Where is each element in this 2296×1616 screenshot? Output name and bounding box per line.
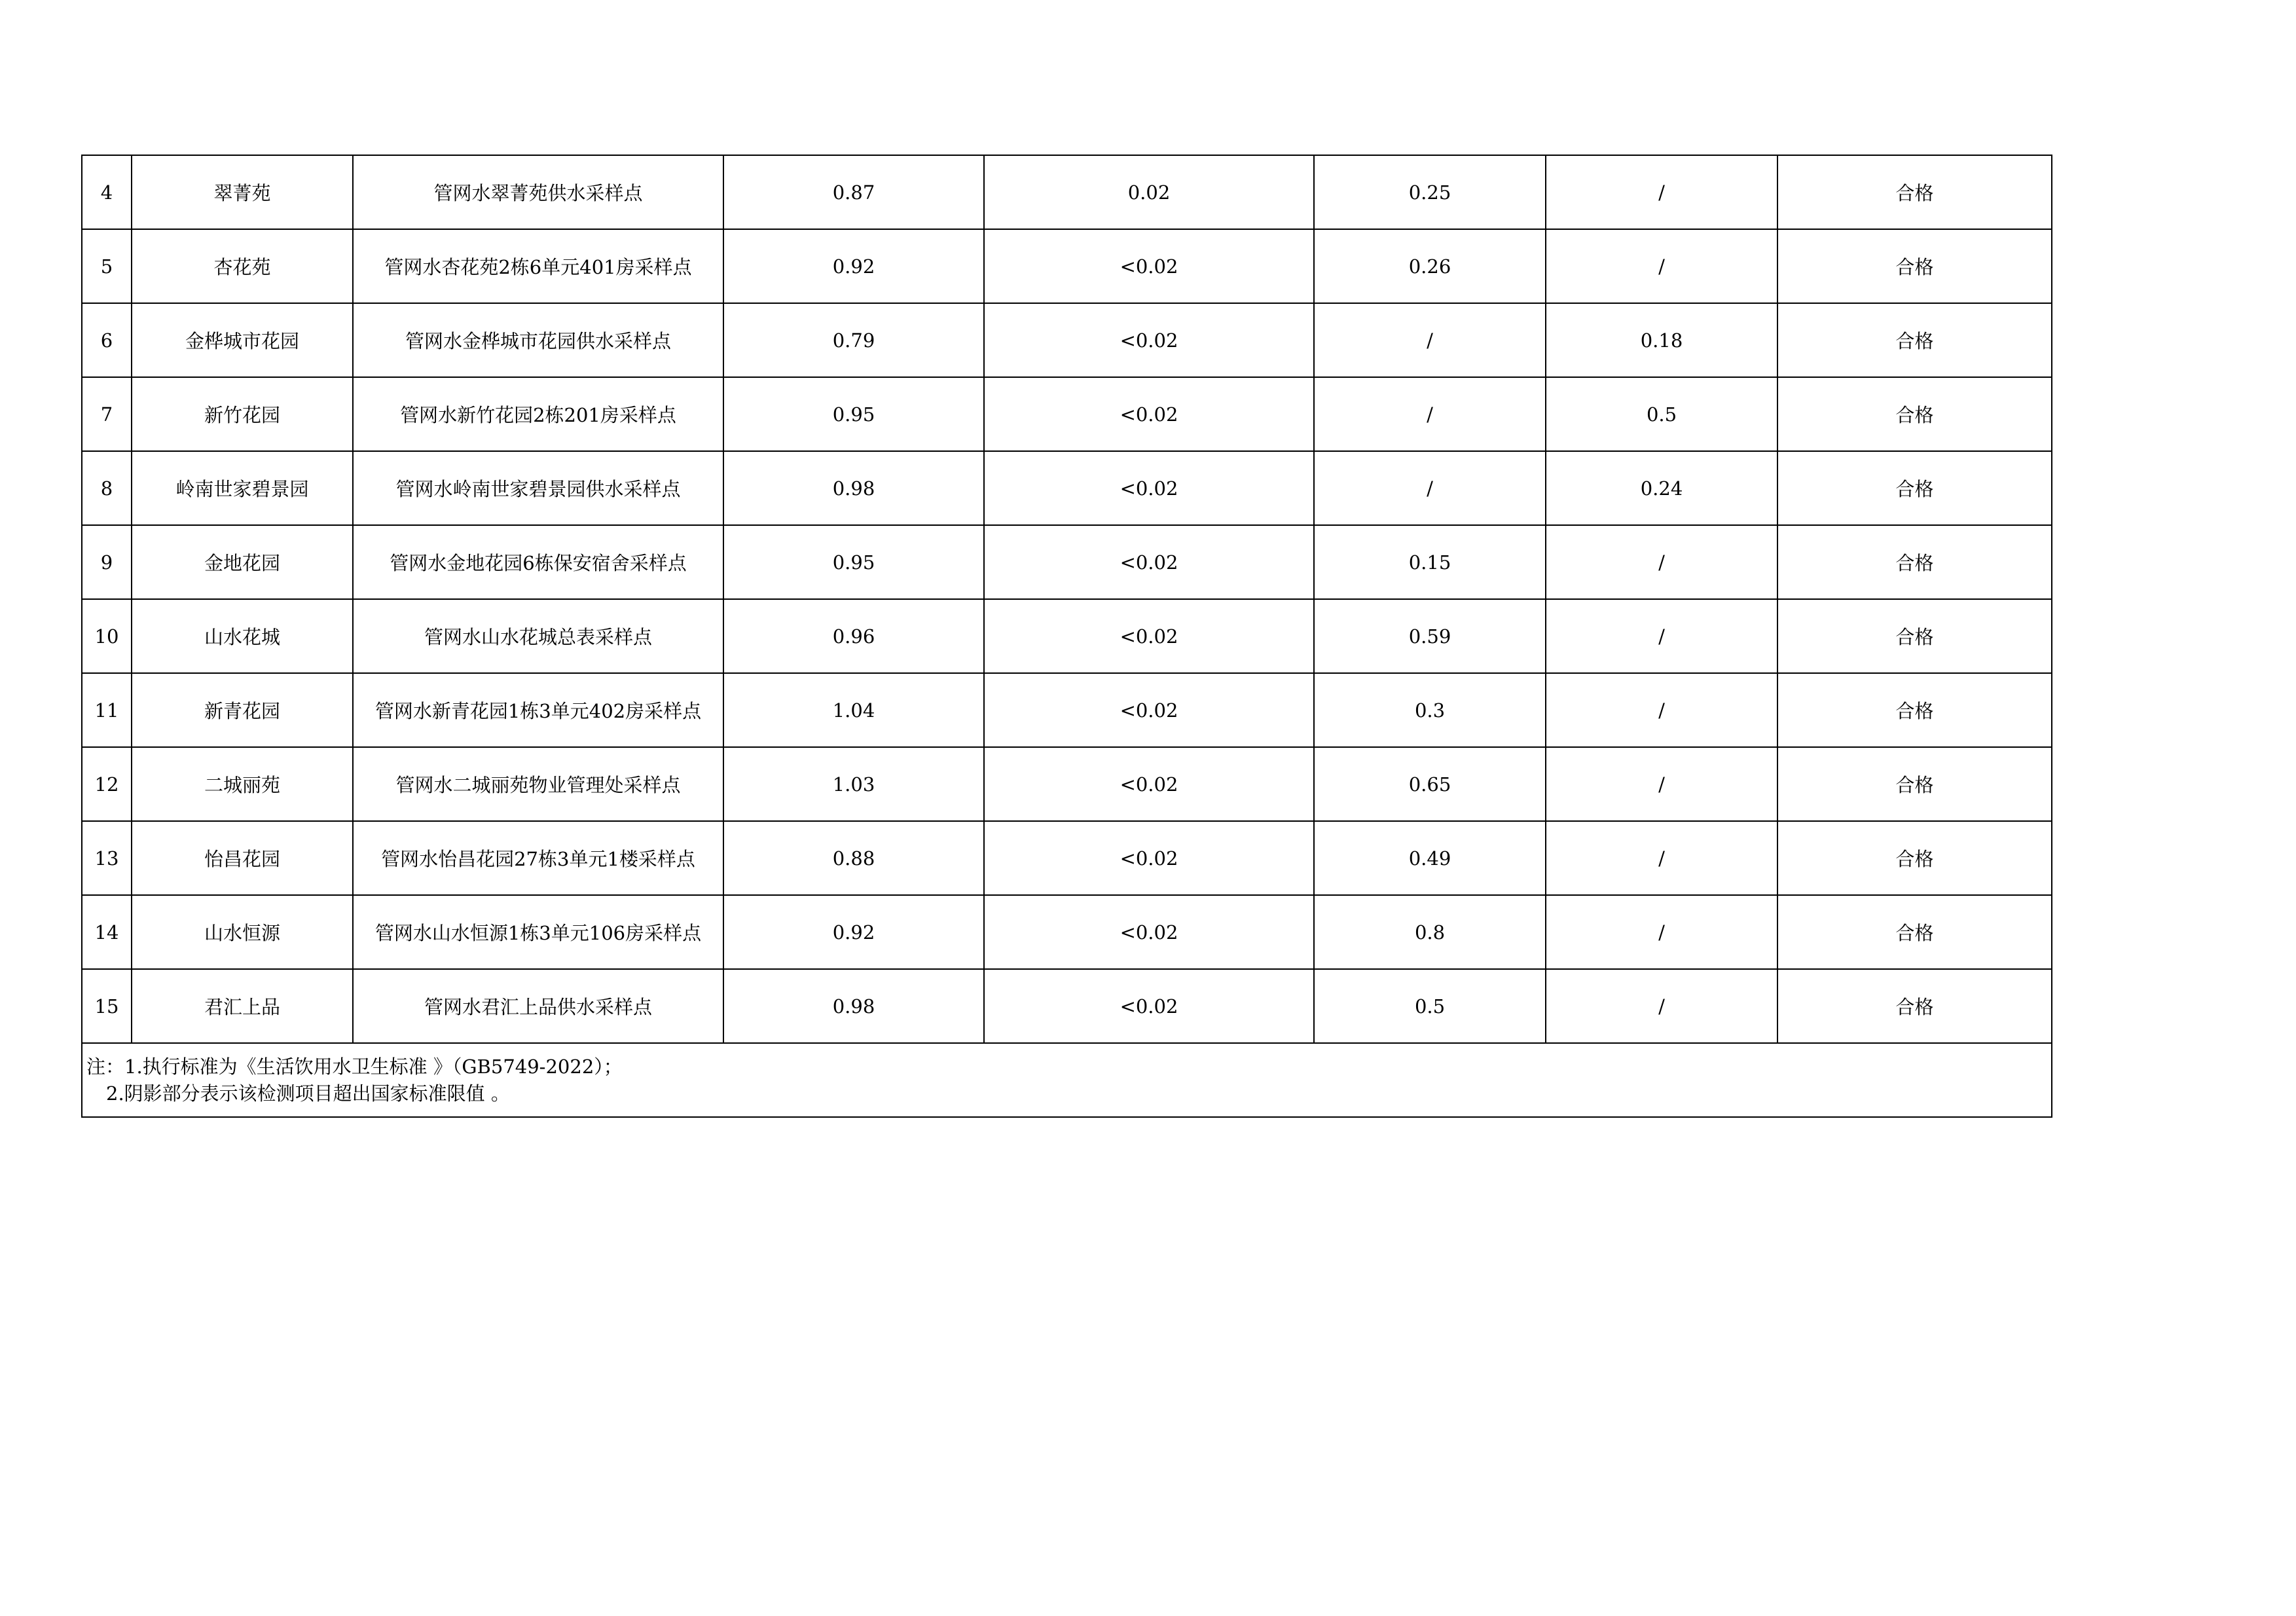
table-row [82,303,2052,377]
table-row [82,895,2052,969]
result-cell: 合格 [1777,673,2052,747]
value-col-2-cell: <0.02 [984,895,1314,969]
value-col-1-cell: 0.79 [723,303,984,377]
result-cell: 合格 [1777,377,2052,451]
row-number-cell: 6 [82,303,132,377]
result-cell: 合格 [1777,451,2052,525]
value-col-2-cell: <0.02 [984,229,1314,303]
table-row [82,747,2052,821]
value-col-3-cell: 0.5 [1314,969,1546,1043]
community-name-cell: 杏花苑 [132,229,353,303]
table-row [82,525,2052,599]
table-row [82,155,2052,229]
result-cell: 合格 [1777,229,2052,303]
value-col-2-cell: <0.02 [984,969,1314,1043]
row-number-cell: 4 [82,155,132,229]
value-col-2-cell: <0.02 [984,599,1314,673]
table-row [82,451,2052,525]
value-col-4-cell: / [1546,673,1777,747]
result-cell: 合格 [1777,303,2052,377]
table-row [82,969,2052,1043]
row-number-cell: 11 [82,673,132,747]
value-col-2-cell: <0.02 [984,451,1314,525]
sampling-site-cell: 管网水岭南世家碧景园供水采样点 [353,451,723,525]
community-name-cell: 山水恒源 [132,895,353,969]
community-name-cell: 山水花城 [132,599,353,673]
value-col-1-cell: 0.98 [723,969,984,1043]
row-number-cell: 10 [82,599,132,673]
table-row [82,229,2052,303]
value-col-3-cell: / [1314,303,1546,377]
table-row [82,821,2052,895]
sampling-site-cell: 管网水新青花园1栋3单元402房采样点 [353,673,723,747]
row-number-cell: 5 [82,229,132,303]
community-name-cell: 翠菁苑 [132,155,353,229]
note-line-1: 注：1.执行标准为《生活饮用水卫生标准 》（GB5749-2022）； [86,1055,623,1078]
value-col-1-cell: 0.92 [723,229,984,303]
value-col-2-cell: <0.02 [984,303,1314,377]
value-col-1-cell: 0.95 [723,525,984,599]
community-name-cell: 二城丽苑 [132,747,353,821]
sampling-site-cell: 管网水二城丽苑物业管理处采样点 [353,747,723,821]
value-col-4-cell: / [1546,895,1777,969]
row-number-cell: 14 [82,895,132,969]
value-col-1-cell: 0.87 [723,155,984,229]
value-col-4-cell: / [1546,599,1777,673]
value-col-1-cell: 0.96 [723,599,984,673]
sampling-site-cell: 管网水杏花苑2栋6单元401房采样点 [353,229,723,303]
community-name-cell: 怡昌花园 [132,821,353,895]
value-col-3-cell: 0.8 [1314,895,1546,969]
sampling-site-cell: 管网水金桦城市花园供水采样点 [353,303,723,377]
value-col-4-cell: / [1546,155,1777,229]
value-col-4-cell: 0.24 [1546,451,1777,525]
note-row [82,1043,2052,1117]
water-quality-table [81,155,2052,1118]
value-col-1-cell: 0.88 [723,821,984,895]
value-col-4-cell: 0.5 [1546,377,1777,451]
result-cell: 合格 [1777,599,2052,673]
value-col-2-cell: <0.02 [984,377,1314,451]
row-number-cell: 8 [82,451,132,525]
row-number-cell: 15 [82,969,132,1043]
row-number-cell: 13 [82,821,132,895]
community-name-cell: 君汇上品 [132,969,353,1043]
value-col-2-cell: <0.02 [984,821,1314,895]
community-name-cell: 金桦城市花园 [132,303,353,377]
result-cell: 合格 [1777,821,2052,895]
value-col-3-cell: 0.65 [1314,747,1546,821]
value-col-1-cell: 0.98 [723,451,984,525]
result-cell: 合格 [1777,155,2052,229]
row-number-cell: 12 [82,747,132,821]
note-line-2: 2.阴影部分表示该检测项目超出国家标准限值 。 [106,1082,510,1105]
value-col-3-cell: 0.49 [1314,821,1546,895]
value-col-3-cell: 0.25 [1314,155,1546,229]
value-col-4-cell: / [1546,747,1777,821]
value-col-2-cell: <0.02 [984,525,1314,599]
community-name-cell: 金地花园 [132,525,353,599]
table-row [82,377,2052,451]
row-number-cell: 9 [82,525,132,599]
value-col-3-cell: / [1314,451,1546,525]
sampling-site-cell: 管网水金地花园6栋保安宿舍采样点 [353,525,723,599]
value-col-1-cell: 1.03 [723,747,984,821]
value-col-4-cell: / [1546,229,1777,303]
sampling-site-cell: 管网水怡昌花园27栋3单元1楼采样点 [353,821,723,895]
row-number-cell: 7 [82,377,132,451]
sampling-site-cell: 管网水山水恒源1栋3单元106房采样点 [353,895,723,969]
value-col-2-cell: <0.02 [984,747,1314,821]
table-row [82,599,2052,673]
result-cell: 合格 [1777,895,2052,969]
result-cell: 合格 [1777,525,2052,599]
value-col-4-cell: 0.18 [1546,303,1777,377]
community-name-cell: 新青花园 [132,673,353,747]
sampling-site-cell: 管网水君汇上品供水采样点 [353,969,723,1043]
value-col-3-cell: 0.3 [1314,673,1546,747]
sampling-site-cell: 管网水山水花城总表采样点 [353,599,723,673]
value-col-3-cell: 0.26 [1314,229,1546,303]
sampling-site-cell: 管网水翠菁苑供水采样点 [353,155,723,229]
sampling-site-cell: 管网水新竹花园2栋201房采样点 [353,377,723,451]
result-cell: 合格 [1777,969,2052,1043]
value-col-1-cell: 0.92 [723,895,984,969]
note-cell [82,1043,2052,1117]
value-col-4-cell: / [1546,821,1777,895]
value-col-3-cell: / [1314,377,1546,451]
community-name-cell: 岭南世家碧景园 [132,451,353,525]
table-body [82,155,2052,1043]
value-col-2-cell: 0.02 [984,155,1314,229]
value-col-1-cell: 1.04 [723,673,984,747]
value-col-3-cell: 0.15 [1314,525,1546,599]
value-col-1-cell: 0.95 [723,377,984,451]
value-col-4-cell: / [1546,525,1777,599]
table-row [82,673,2052,747]
community-name-cell: 新竹花园 [132,377,353,451]
value-col-3-cell: 0.59 [1314,599,1546,673]
value-col-4-cell: / [1546,969,1777,1043]
result-cell: 合格 [1777,747,2052,821]
value-col-2-cell: <0.02 [984,673,1314,747]
